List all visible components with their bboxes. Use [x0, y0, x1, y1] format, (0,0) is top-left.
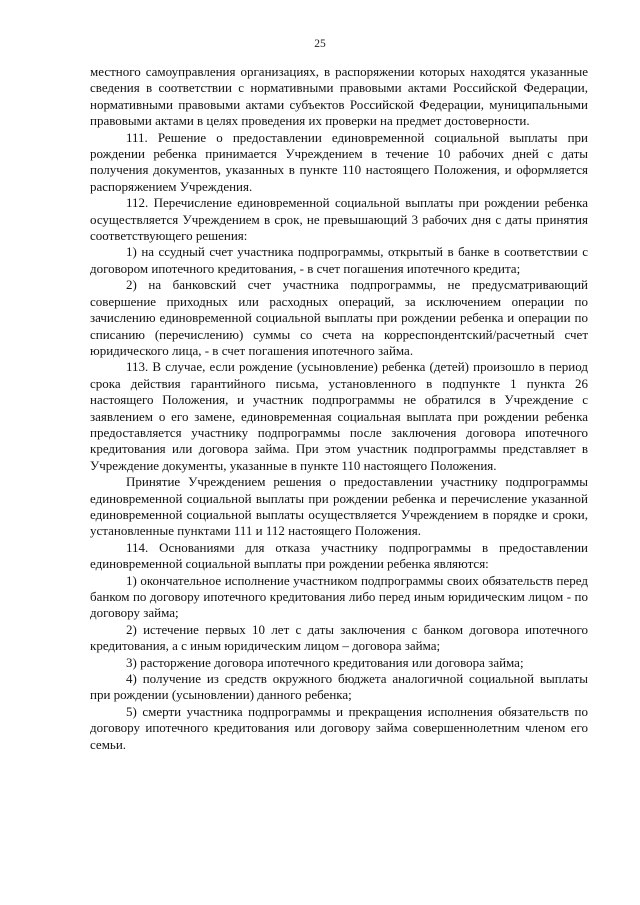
paragraph-114-item-5: 5) смерти участника подпрограммы и прекращения исполнения обязательств по договору ипотечного кредитования или договору займа совершеннолетним членом его семьи.: [90, 703, 588, 752]
paragraph-continuation: местного самоуправления организациях, в распоряжении которых находятся указанные сведения в соответствии с нормативными правовыми актами Российской Федерации, нормативными правовыми актами субъектов Российской Федерации, муниципальными правовыми актами в целях проведения их проверки на предмет достоверности.: [90, 64, 588, 129]
paragraph-114-item-4: 4) получение из средств окружного бюджета аналогичной социальной выплаты при рождении (усыновлении) данного ребенка;: [90, 671, 588, 703]
paragraph-114: 114. Основаниями для отказа участнику подпрограммы в предоставлении единовременной социальной выплаты при рождении ребенка являются:: [90, 539, 588, 572]
paragraph-112-item-1: 1) на ссудный счет участника подпрограммы, открытый в банке в соответствии с договором ипотечного кредитования, - в счет погашения ипотечного кредита;: [90, 244, 588, 276]
paragraph-113-decision: Принятие Учреждением решения о предоставлении участнику подпрограммы единовременной социальной выплаты при рождении ребенка и перечисление указанной единовременной социальной выплаты осуществляется Учреждением в порядке и сроки, установленные пунктами 111 и 112 настоящего Положения.: [90, 474, 588, 539]
paragraph-114-item-2: 2) истечение первых 10 лет с даты заключения с банком договора ипотечного кредитования, а с иным юридическим лицом – договора займа;: [90, 621, 588, 654]
paragraph-112: 112. Перечисление единовременной социальной выплаты при рождении ребенка осуществляется Учреждением в срок, не превышающий 3 рабочих дня с даты принятия соответствующего решения:: [90, 195, 588, 244]
paragraph-114-item-3: 3) расторжение договора ипотечного кредитования или договора займа;: [126, 654, 524, 670]
paragraph-113: 113. В случае, если рождение (усыновление) ребенка (детей) произошло в период срока действия гарантийного письма, установленного в подпункте 1 пункта 26 настоящего Положения, и участник подпрограммы не обратился в Учреждение с заявлением о его замене, единовременная социальная выплата при рождении ребенка предоставляется участнику подпрограммы после заключения договора ипотечного кредитования или договора займа. При этом участник подпрограммы представляет в Учреждение документы, указанные в пункте 110 настоящего Положения.: [90, 359, 588, 473]
document-body: [90, 64, 588, 753]
paragraph-112-item-2: 2) на банковский счет участника подпрограммы, не предусматривающий совершение приходных или расходных операций, за исключением операции по зачислению единовременной социальной выплаты при рождении ребенка и операции по списанию (перечислению) суммы со счета на корреспондентский/расчетный счет юридического лица, - в счет погашения ипотечного займа.: [90, 277, 588, 358]
page-number: 25: [314, 38, 326, 50]
paragraph-114-item-1: 1) окончательное исполнение участником подпрограммы своих обязательств перед банком по договору ипотечного кредитования либо перед иным юридическим лицом - по договору займа;: [90, 572, 588, 621]
paragraph-111: 111. Решение о предоставлении единовременной социальной выплаты при рождении ребенка принимается Учреждением в течение 10 рабочих дней с даты получения документов, указанных в пункте 110 настоящего Положения, и оформляется распоряжением Учреждения.: [90, 129, 588, 194]
